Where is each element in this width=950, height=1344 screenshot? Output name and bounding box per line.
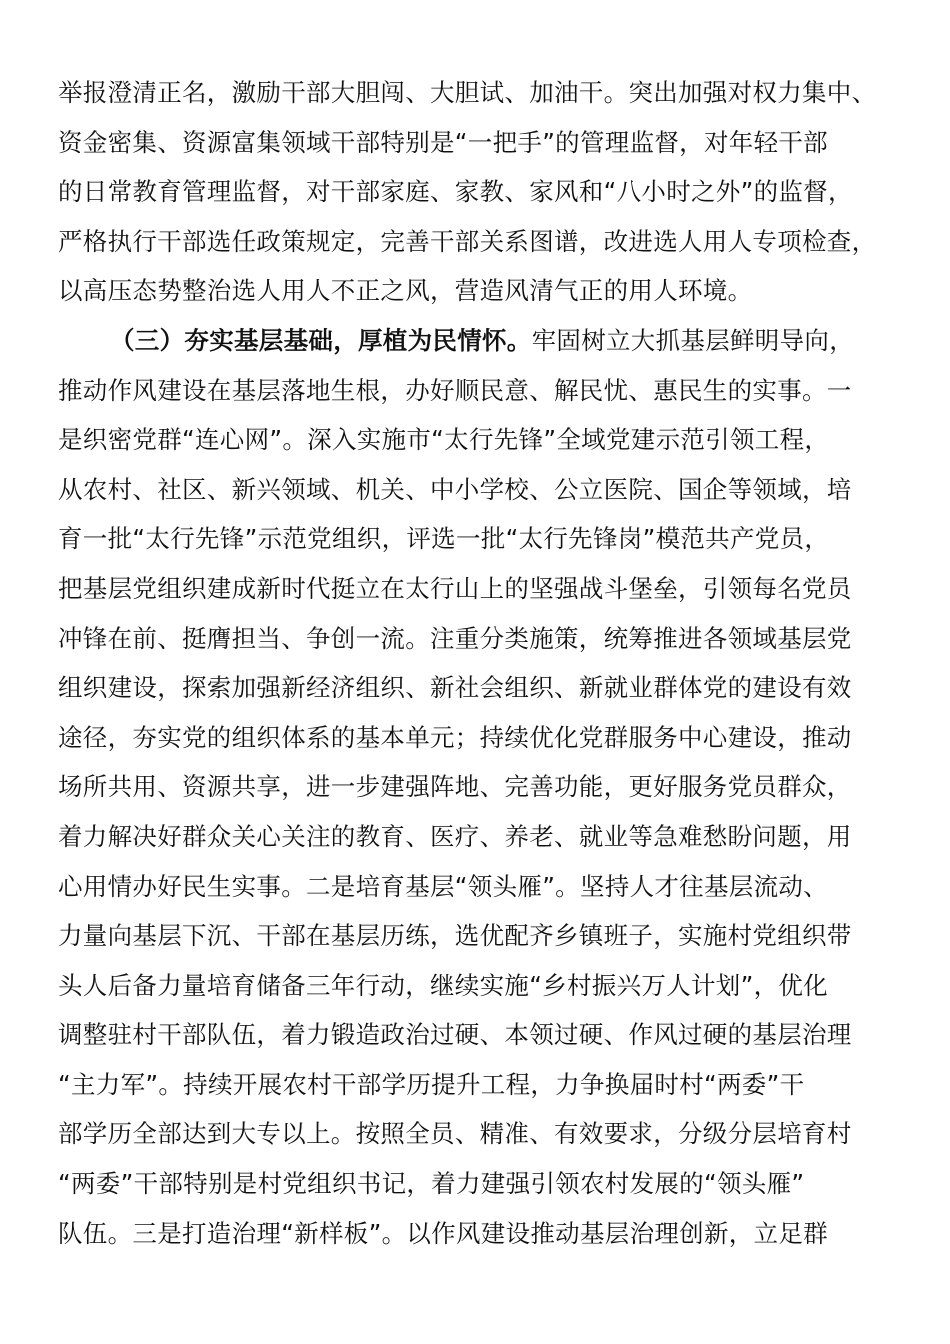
- paragraph-line: 组织建设，探索加强新经济组织、新社会组织、新就业群体党的建设有效: [58, 673, 852, 703]
- paragraph-line: 力量向基层下沉、干部在基层历练，选优配齐乡镇班子，实施村党组织带: [58, 921, 852, 951]
- section-first-line-text: 牢固树立大抓基层鲜明导向，: [531, 325, 855, 355]
- paragraph-line: “主力军”。持续开展农村干部学历提升工程，力争换届时村“两委”干: [58, 1069, 805, 1099]
- paragraph-line: 严格执行干部选任政策规定，完善干部关系图谱，改进选人用人专项检查，: [58, 226, 877, 256]
- section-heading: （三）夯实基层基础，厚植为民情怀。: [110, 325, 532, 355]
- paragraph-line: 资金密集、资源富集领域干部特别是“一把手”的管理监督，对年轻干部: [58, 127, 828, 157]
- paragraph-line: “两委”干部特别是村党组织书记，着力建强引领农村发展的“领头雁”: [58, 1169, 805, 1199]
- paragraph-line: 的日常教育管理监督，对干部家庭、家教、家风和“八小时之外”的监督，: [58, 177, 853, 207]
- paragraph-line: 心用情办好民生实事。二是培育基层“领头雁”。坚持人才往基层流动、: [58, 871, 828, 901]
- paragraph-line: 场所共用、资源共享，进一步建强阵地、完善功能，更好服务党员群众，: [58, 772, 852, 802]
- paragraph-line: 途径，夯实党的组织体系的基本单元；持续优化党群服务中心建设，推动: [58, 722, 852, 752]
- paragraph-line: 部学历全部达到大专以上。按照全员、精准、有效要求，分级分层培育村: [58, 1119, 852, 1149]
- paragraph-line: 育一批“太行先锋”示范党组织，评选一批“太行先锋岗”模范共产党员，: [58, 524, 830, 554]
- paragraph-line: 举报澄清正名，激励干部大胆闯、大胆试、加油干。突出加强对权力集中、: [58, 78, 877, 107]
- paragraph-line: 推动作风建设在基层落地生根，办好顺民意、解民忧、惠民生的实事。一: [58, 375, 852, 405]
- paragraph-line: 从农村、社区、新兴领域、机关、中小学校、公立医院、国企等领域，培: [58, 474, 852, 504]
- paragraph-line: 把基层党组织建成新时代挺立在太行山上的坚强战斗堡垒，引领每名党员: [58, 573, 852, 603]
- document-body: [58, 68, 896, 1258]
- paragraph-line: 冲锋在前、挺膺担当、争创一流。注重分类施策，统筹推进各领域基层党: [58, 623, 852, 653]
- paragraph-line: 调整驻村干部队伍，着力锻造政治过硬、本领过硬、作风过硬的基层治理: [58, 1020, 852, 1050]
- paragraph-line: 是织密党群“连心网”。深入实施市“太行先锋”全域党建示范引领工程，: [58, 425, 830, 455]
- paragraph-line: 着力解决好群众关心关注的教育、医疗、养老、就业等急难愁盼问题，用: [58, 821, 852, 851]
- paragraph-line: 队伍。三是打造治理“新样板”。以作风建设推动基层治理创新，立足群: [58, 1218, 828, 1248]
- section-first-line: [58, 316, 896, 366]
- paragraph-line: 头人后备力量培育储备三年行动，继续实施“乡村振兴万人计划”，优化: [58, 970, 828, 1000]
- paragraph-line: 以高压态势整治选人用人不正之风，营造风清气正的用人环境。: [58, 276, 753, 306]
